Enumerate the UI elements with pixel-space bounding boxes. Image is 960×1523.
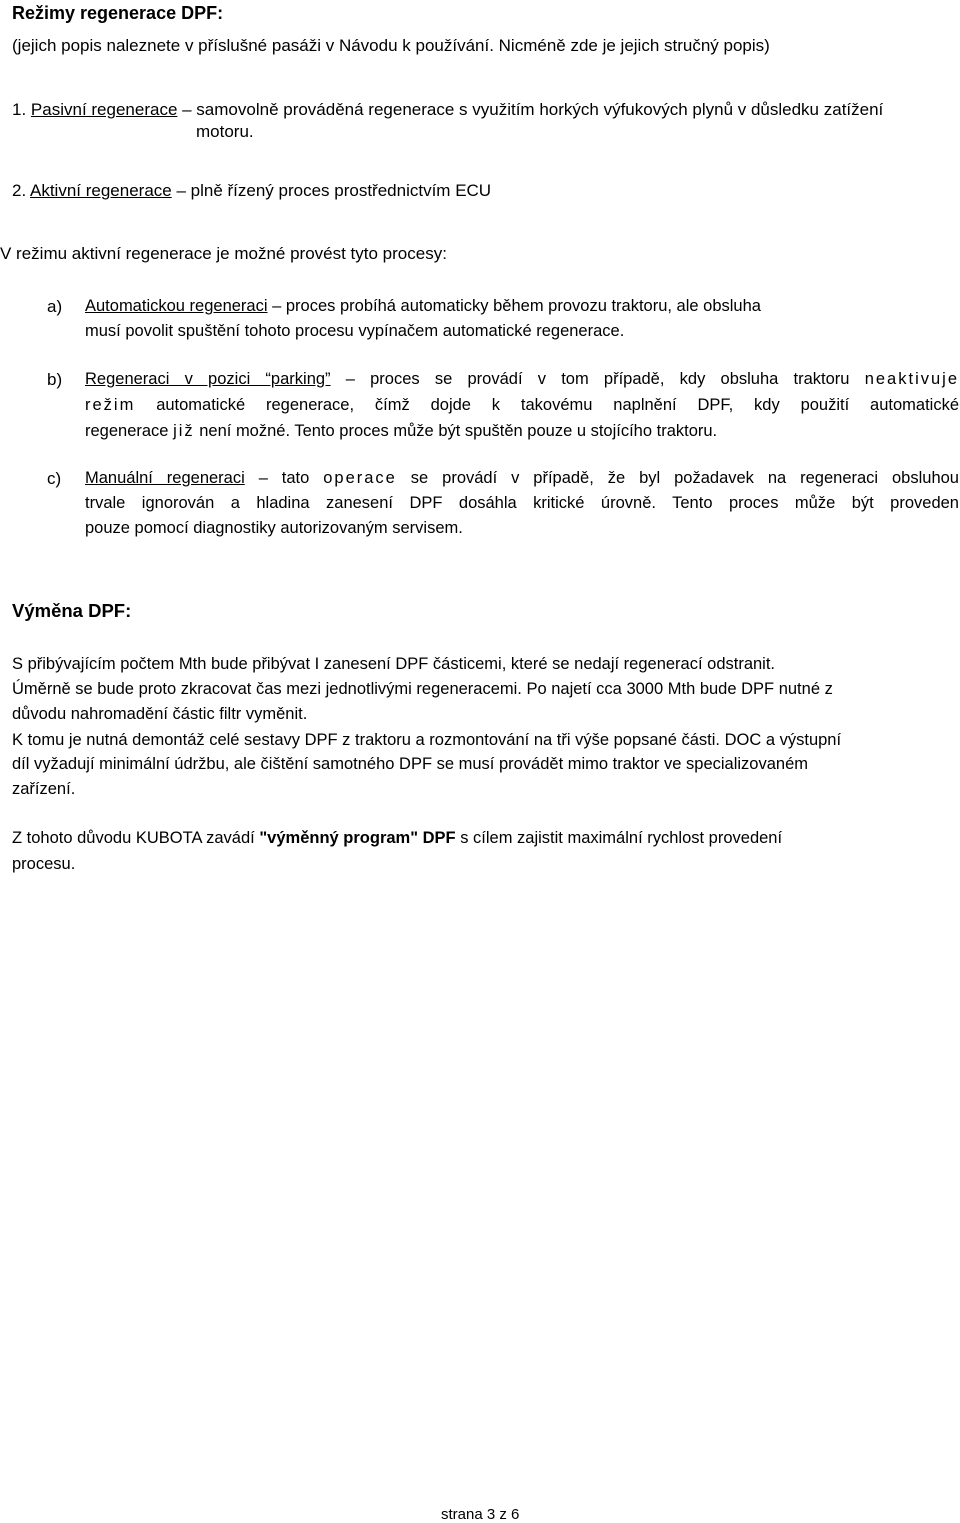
item-c-line-2: trvale ignorován a hladina zanesení DPF dosáhla kritické úrovně. Tento proces může být proveden [85, 494, 959, 512]
paragraph-3-line-3: zařízení. [12, 780, 76, 798]
item-b-text-1: – proces se provádí v tom případě, kdy obsluha traktoru [330, 370, 850, 388]
item-a-line-2: musí povolit spuštění tohoto procesu vypínačem automatické regenerace. [85, 322, 625, 340]
intro-text: V režimu aktivní regenerace je možné provést tyto procesy: [0, 244, 447, 263]
item-b-text-3b: není možné. Tento proces může být spuštěn pouze u stojícího traktoru. [194, 422, 718, 440]
item-b-line-1 [85, 370, 959, 389]
mode-1 [12, 100, 883, 120]
paragraph-3-line-1: K tomu je nutná demontáž celé sestavy DPF z traktoru a rozmontování na tři výše popsané části. DOC a výstupní [12, 731, 842, 749]
paragraph-2-line-2: důvodu nahromadění částic filtr vyměnit. [12, 705, 308, 723]
item-c-text-1b: se provádí v případě, že byl požadavek na regeneraci obsluhou [396, 469, 959, 487]
page-heading: Režimy regenerace DPF: [12, 3, 224, 23]
mode-1-label: Pasivní regenerace [30, 100, 178, 119]
item-b-label: Regeneraci v pozici “parking” [85, 370, 331, 388]
section-heading: Výměna DPF: [12, 600, 132, 621]
paragraph-4-text-b: s cílem zajistit maximální rychlost provedení [455, 829, 783, 847]
paragraph-2-line-1: Úměrně se bude proto zkracovat čas mezi jednotlivými regeneracemi. Po najetí cca 3000 Mth bude DPF nutné z [12, 680, 833, 698]
paragraph-1: S přibývajícím počtem Mth bude přibývat I zanesení DPF částicemi, které se nedají regenerací odstranit. [12, 655, 776, 673]
item-c-line-1 [85, 469, 959, 488]
item-c-line-3: pouze pomocí diagnostiky autorizovaným servisem. [85, 519, 463, 537]
item-a-text: – proces probíhá automaticky během provozu traktoru, ale obsluha [267, 297, 761, 315]
item-c-text-1a: – tato [244, 469, 324, 487]
mode-1-number: 1. [12, 100, 27, 119]
page-number: strana 3 z 6 [441, 1506, 520, 1523]
item-a-marker: a) [47, 297, 63, 316]
mode-2-text: – plně řízený proces prostřednictvím ECU [171, 181, 492, 200]
item-c-spaced: operace [323, 469, 397, 487]
item-a-line-1 [85, 297, 761, 316]
item-b-spaced-2: režim [85, 396, 136, 414]
item-b-spaced-3: již [173, 422, 195, 440]
paragraph-4-line-1 [12, 829, 782, 848]
item-b-spaced-1: neaktivuje [864, 370, 960, 388]
item-b-line-2 [85, 396, 959, 415]
item-c-marker: c) [47, 469, 62, 488]
item-b-text-2: automatické regenerace, čímž dojde k takovému naplnění DPF, kdy použití automatické [135, 396, 959, 414]
mode-2-number: 2. [12, 181, 27, 200]
paragraph-3-line-2: díl vyžadují minimální údržbu, ale čištění samotného DPF se musí provádět mimo traktor ve specializovaném [12, 755, 809, 773]
item-b-line-3 [85, 422, 717, 441]
paragraph-4-line-2: procesu. [12, 855, 76, 873]
paragraph-4-bold: "výměnný program" DPF [259, 829, 456, 847]
mode-2 [12, 181, 491, 201]
paragraph-4-text-a: Z tohoto důvodu KUBOTA zavádí [12, 829, 260, 847]
item-c-label: Manuální regeneraci [85, 469, 245, 487]
item-b-marker: b) [47, 370, 63, 389]
mode-1-text-cont: motoru. [196, 122, 254, 141]
item-b-text-3a: regenerace [85, 422, 174, 440]
item-a-label: Automatickou regeneraci [85, 297, 268, 315]
mode-2-label: Aktivní regenerace [29, 181, 172, 200]
mode-1-text: – samovolně prováděná regenerace s využitím horkých výfukových plynů v důsledku zatížení [177, 100, 884, 119]
subtitle: (jejich popis naleznete v příslušné pasáži v Návodu k používání. Nicméně zde je jejich stručný popis) [12, 36, 770, 55]
